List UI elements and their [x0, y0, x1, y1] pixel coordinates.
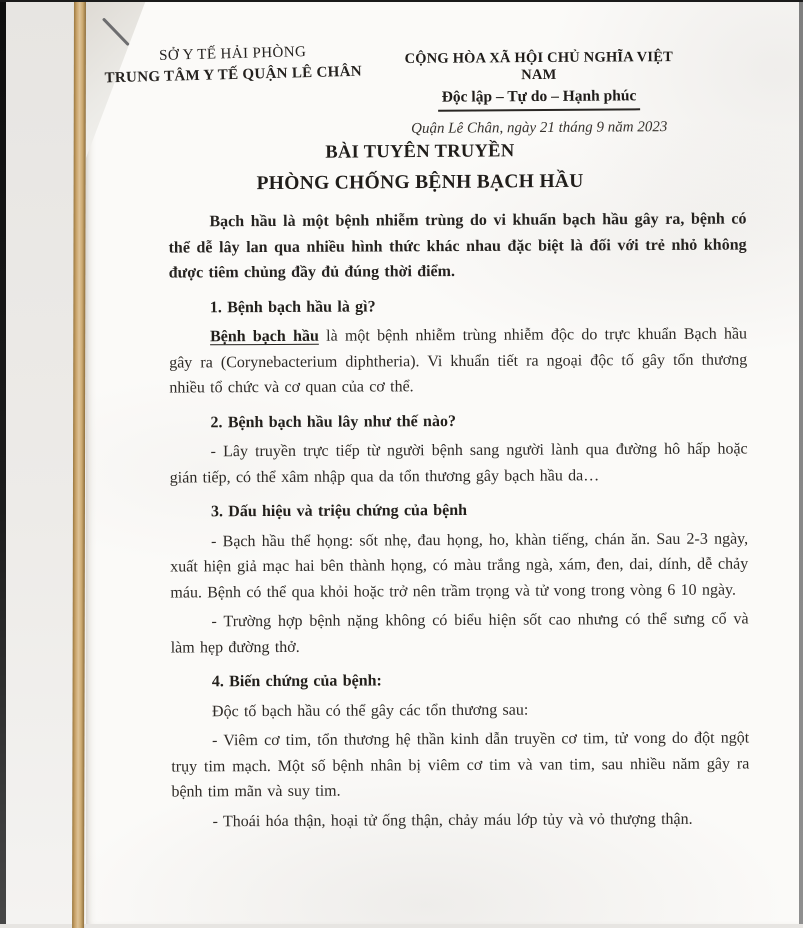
- section-3-heading: 3. Dấu hiệu và triệu chứng của bệnh: [210, 501, 468, 521]
- binding-strip: [72, 0, 86, 928]
- section-4-paragraph-2: - Viêm cơ tim, tổn thương hệ thần kinh dẫn truyền cơ tim, tử vong do đột ngột trụy tim mạch. Một số bệnh nhân bị viêm cơ tim và van tim, sau nhiều năm gây ra bệnh tim mãn và suy tim.: [171, 729, 750, 801]
- section-2-paragraph: - Lây truyền trực tiếp từ người bệnh sang người lành qua đường hô hấp hoặc gián tiếp, có thể xâm nhập qua da tổn thương gây bạch hầu da…: [169, 440, 748, 487]
- paper-sheet: [86, 0, 799, 924]
- issuing-agency-block: [100, 43, 367, 88]
- document-title: [90, 140, 750, 197]
- section-4-paragraph-1: Độc tố bạch hầu có thể gây các tổn thương sau:: [211, 701, 529, 720]
- section-1-lead-term: Bệnh bạch hầu: [210, 327, 319, 346]
- intro-paragraph: Bạch hầu là một bệnh nhiễm trùng do vi khuẩn bạch hầu gây ra, bệnh có thể dễ lây lan qua nhiều hình thức khác nhau đặc biệt là đối với trẻ nhỏ không được tiêm chủng đầy đủ đúng thời điểm.: [168, 210, 747, 282]
- scan-edge-top: [0, 0, 803, 2]
- section-1-heading: 1. Bệnh bạch hầu là gì?: [209, 297, 376, 316]
- section-4-heading: 4. Biến chứng của bệnh:: [211, 672, 382, 691]
- section-4-paragraph-3: - Thoái hóa thận, hoại tử ống thận, chảy máu lớp tủy và vỏ thượng thận.: [212, 810, 693, 830]
- document-body: [168, 202, 749, 834]
- agency-parent-name: SỞ Y TẾ HẢI PHÒNG: [158, 44, 307, 64]
- national-motto: Độc lập – Tự do – Hạnh phúc: [438, 87, 641, 111]
- agency-name: TRUNG TÂM Y TẾ QUẬN LÊ CHÂN: [104, 63, 363, 87]
- section-1-paragraph-text: là một bệnh nhiễm trùng nhiễm độc do trực khuẩn Bạch hầu gây ra (Corynebacterium diphtheria). Vi khuẩn tiết ra ngoại độc tố gây tổn thương nhiều tổ chức và cơ quan của cơ thể.: [169, 325, 748, 397]
- section-3-paragraph-2: - Trường hợp bệnh nặng không có biểu hiện sốt cao nhưng có thể sưng cổ và làm hẹp đường thở.: [170, 610, 749, 657]
- section-1-paragraph: [169, 321, 747, 401]
- national-header-block: [388, 49, 691, 138]
- section-2-heading: 2. Bệnh bạch hầu lây như thế nào?: [210, 412, 456, 431]
- title-line-1: BÀI TUYÊN TRUYỀN: [325, 141, 515, 163]
- scan-edge-left: [0, 0, 6, 924]
- place-dateline: Quận Lê Chân, ngày 21 tháng 9 năm 2023: [411, 119, 668, 137]
- section-3-paragraph-1: - Bạch hầu thể họng: sốt nhẹ, đau họng, ho, khàn tiếng, chán ăn. Sau 2-3 ngày, xuất hiện giả mạc hai bên thành họng, có màu trắng ngà, xám, đen, dai, dính, dễ chảy máu. Bệnh có thể qua khỏi hoặc trở nên trầm trọng và tử vong trong vòng 6 10 ngày.: [170, 529, 749, 602]
- title-line-2: PHÒNG CHỐNG BỆNH BẠCH HẦU: [256, 170, 584, 195]
- national-title: CỘNG HÒA XÃ HỘI CHỦ NGHĨA VIỆT NAM: [404, 49, 673, 84]
- scan-edge-right: [799, 0, 803, 924]
